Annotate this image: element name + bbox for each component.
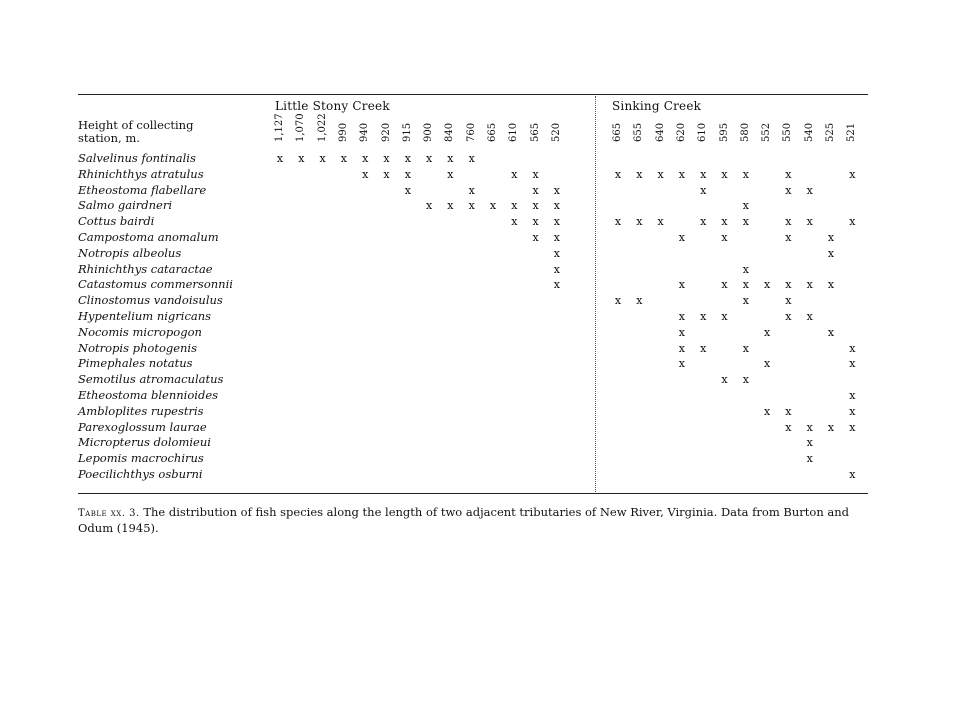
presence-mark: x — [742, 215, 749, 229]
presence-mark: x — [636, 294, 643, 308]
presence-mark: x — [806, 436, 813, 450]
presence-mark: x — [489, 199, 497, 213]
species-name: Notropis albeolus — [78, 245, 182, 260]
species-name: Rhinichthys cataractae — [78, 261, 213, 276]
presence-mark: x — [553, 215, 560, 229]
presence-mark: x — [340, 152, 347, 165]
presence-mark: x — [678, 278, 685, 292]
presence-mark: x — [553, 246, 560, 260]
presence-mark: x — [678, 231, 685, 244]
presence-mark: x — [742, 294, 749, 308]
presence-mark: x — [721, 373, 728, 387]
column-header-sinking-5: 595 — [718, 122, 730, 142]
column-header-little-stony-2: 1,022 — [316, 113, 328, 142]
species-name: Lepomis macrochirus — [78, 451, 204, 466]
presence-mark: x — [721, 167, 728, 181]
presence-mark: x — [785, 404, 792, 418]
column-header-sinking-3: 620 — [675, 122, 687, 142]
column-header-sinking-1: 655 — [633, 122, 645, 142]
column-header-sinking-8: 550 — [782, 122, 794, 142]
species-name: Notropis photogenis — [78, 340, 198, 355]
column-header-little-stony-4: 940 — [359, 122, 371, 142]
presence-mark: x — [636, 167, 643, 181]
species-name: Poecilichthys osburni — [78, 467, 203, 481]
column-header-sinking-0: 665 — [612, 122, 623, 142]
presence-mark: x — [721, 278, 728, 292]
column-header-sinking-11: 521 — [846, 122, 858, 142]
presence-mark: x — [785, 294, 792, 308]
species-name: Salmo gairdneri — [78, 198, 173, 213]
species-name: Parexoglossum laurae — [78, 419, 207, 434]
presence-mark: x — [742, 341, 749, 355]
presence-mark: x — [721, 231, 728, 244]
column-header-little-stony-9: 760 — [465, 122, 477, 142]
species-name: Etheostoma flabellare — [78, 182, 207, 197]
column-header-little-stony-8: 840 — [444, 122, 456, 142]
presence-mark: x — [678, 357, 685, 371]
species-name: Rhinichthys atratulus — [78, 166, 204, 181]
presence-mark: x — [827, 231, 835, 244]
presence-mark: x — [700, 215, 707, 229]
presence-mark: x — [806, 215, 813, 229]
presence-mark: x — [532, 231, 539, 244]
bottom-rule — [78, 493, 868, 494]
presence-mark: x — [657, 167, 664, 181]
presence-mark: x — [806, 310, 813, 323]
presence-mark: x — [849, 404, 856, 418]
species-name: Cottus bairdi — [78, 214, 155, 229]
species-name: Semotilus atromaculatus — [78, 372, 224, 387]
presence-mark: x — [553, 199, 560, 213]
presence-mark: x — [700, 183, 707, 197]
header-label-line2: station, m. — [78, 131, 140, 145]
presence-mark: x — [742, 167, 749, 181]
presence-mark: x — [298, 152, 305, 165]
presence-mark: x — [785, 310, 792, 323]
species-name: Ambloplites rupestris — [78, 403, 204, 418]
presence-mark: x — [849, 167, 856, 181]
presence-mark: x — [532, 167, 539, 181]
presence-mark: x — [532, 183, 539, 197]
presence-mark: x — [614, 215, 622, 229]
presence-mark: x — [763, 325, 771, 339]
column-header-sinking-7: 552 — [761, 122, 773, 142]
column-header-little-stony-11: 610 — [508, 122, 520, 142]
species-name: Catastomus commersonnii — [78, 277, 233, 292]
column-header-little-stony-3: 990 — [337, 122, 349, 142]
caption-text: The distribution of fish species along the length of two adjacent tributaries of New River, Virginia. Data from Burton and Odum (1945). — [78, 505, 849, 535]
species-name: Salvelinus fontinalis — [78, 151, 196, 165]
presence-mark: x — [763, 357, 771, 371]
presence-mark: x — [678, 325, 685, 339]
presence-mark: x — [785, 420, 792, 434]
presence-mark: x — [553, 183, 560, 197]
presence-mark: x — [849, 420, 856, 434]
presence-mark: x — [763, 404, 771, 418]
presence-mark: x — [742, 373, 749, 387]
column-header-little-stony-12: 565 — [529, 122, 541, 142]
column-header-sinking-10: 525 — [825, 122, 836, 142]
presence-mark: x — [553, 278, 560, 292]
presence-mark: x — [383, 152, 390, 165]
species-name: Campostoma anomalum — [78, 230, 219, 244]
presence-mark: x — [636, 215, 643, 229]
presence-mark: x — [404, 183, 411, 197]
presence-mark: x — [511, 215, 518, 229]
presence-mark: x — [849, 389, 856, 402]
presence-mark: x — [700, 167, 707, 181]
column-header-little-stony-7: 900 — [423, 122, 435, 142]
species-name: Nocomis micropogon — [78, 324, 202, 339]
presence-mark: x — [827, 420, 835, 434]
presence-mark: x — [404, 167, 411, 181]
presence-mark: x — [785, 231, 792, 244]
presence-mark: x — [532, 215, 539, 229]
presence-mark: x — [319, 152, 326, 165]
presence-mark: x — [447, 167, 454, 181]
presence-mark: x — [827, 246, 835, 260]
presence-mark: x — [721, 215, 728, 229]
presence-mark: x — [806, 183, 813, 197]
column-header-little-stony-6: 915 — [401, 122, 413, 142]
presence-mark: x — [785, 167, 792, 181]
presence-mark: x — [657, 215, 664, 229]
table-caption — [78, 505, 878, 536]
presence-mark: x — [383, 167, 390, 181]
presence-mark: x — [849, 215, 856, 229]
presence-mark: x — [678, 310, 685, 323]
presence-mark: x — [468, 152, 475, 165]
species-name: Hypentelium nigricans — [78, 309, 212, 323]
presence-mark: x — [785, 183, 792, 197]
presence-mark: x — [614, 167, 622, 181]
presence-mark: x — [742, 278, 749, 292]
presence-mark: x — [721, 310, 728, 323]
group-separator — [595, 96, 596, 492]
presence-mark: x — [553, 231, 560, 244]
presence-mark: x — [553, 262, 560, 276]
presence-mark: x — [447, 152, 454, 165]
column-header-little-stony-5: 920 — [380, 122, 392, 142]
presence-mark: x — [425, 199, 433, 213]
presence-mark: x — [678, 167, 685, 181]
presence-mark: x — [827, 325, 835, 339]
header-label — [78, 119, 193, 145]
presence-mark: x — [806, 420, 813, 434]
presence-mark: x — [742, 262, 749, 276]
presence-mark: x — [806, 278, 813, 292]
species-name: Clinostomus vandoisulus — [78, 293, 223, 308]
column-header-sinking-4: 610 — [697, 122, 709, 142]
presence-mark: x — [362, 152, 369, 165]
presence-mark: x — [511, 199, 518, 213]
presence-mark: x — [614, 294, 622, 308]
presence-mark: x — [700, 341, 707, 355]
column-header-sinking-6: 580 — [739, 122, 751, 142]
presence-mark: x — [700, 310, 707, 323]
column-header-little-stony-10: 665 — [487, 122, 498, 142]
presence-mark: x — [827, 278, 835, 292]
presence-mark: x — [678, 341, 685, 355]
presence-mark: x — [532, 199, 539, 213]
top-rule — [78, 94, 868, 95]
presence-mark: x — [276, 152, 284, 165]
presence-mark: x — [425, 152, 433, 165]
presence-mark: x — [849, 341, 856, 355]
column-header-little-stony-1: 1,070 — [295, 113, 307, 142]
species-name: Etheostoma blennioides — [78, 388, 219, 402]
presence-mark: x — [742, 199, 749, 213]
presence-mark: x — [362, 167, 369, 181]
presence-mark: x — [785, 215, 792, 229]
presence-mark: x — [511, 167, 518, 181]
presence-mark: x — [468, 183, 475, 197]
presence-mark: x — [763, 278, 771, 292]
presence-mark: x — [785, 278, 792, 292]
group-label-sinking-creek: Sinking Creek — [612, 99, 702, 113]
column-header-little-stony-13: 520 — [550, 122, 562, 142]
presence-mark: x — [404, 152, 411, 165]
species-name: Pimephales notatus — [78, 356, 193, 371]
column-header-sinking-9: 540 — [803, 122, 815, 142]
presence-mark: x — [468, 199, 475, 213]
presence-mark: x — [806, 452, 813, 466]
column-header-little-stony-0: 1,127 — [274, 113, 285, 142]
caption-label: Table xx. 3. — [78, 508, 140, 519]
column-header-sinking-2: 640 — [654, 122, 666, 142]
presence-mark: x — [849, 468, 856, 481]
group-label-little-stony-creek: Little Stony Creek — [275, 99, 390, 113]
presence-mark: x — [849, 357, 856, 371]
presence-mark: x — [447, 199, 454, 213]
header-label-line1: Height of collecting — [78, 118, 194, 132]
species-name: Micropterus dolomieui — [78, 435, 211, 450]
